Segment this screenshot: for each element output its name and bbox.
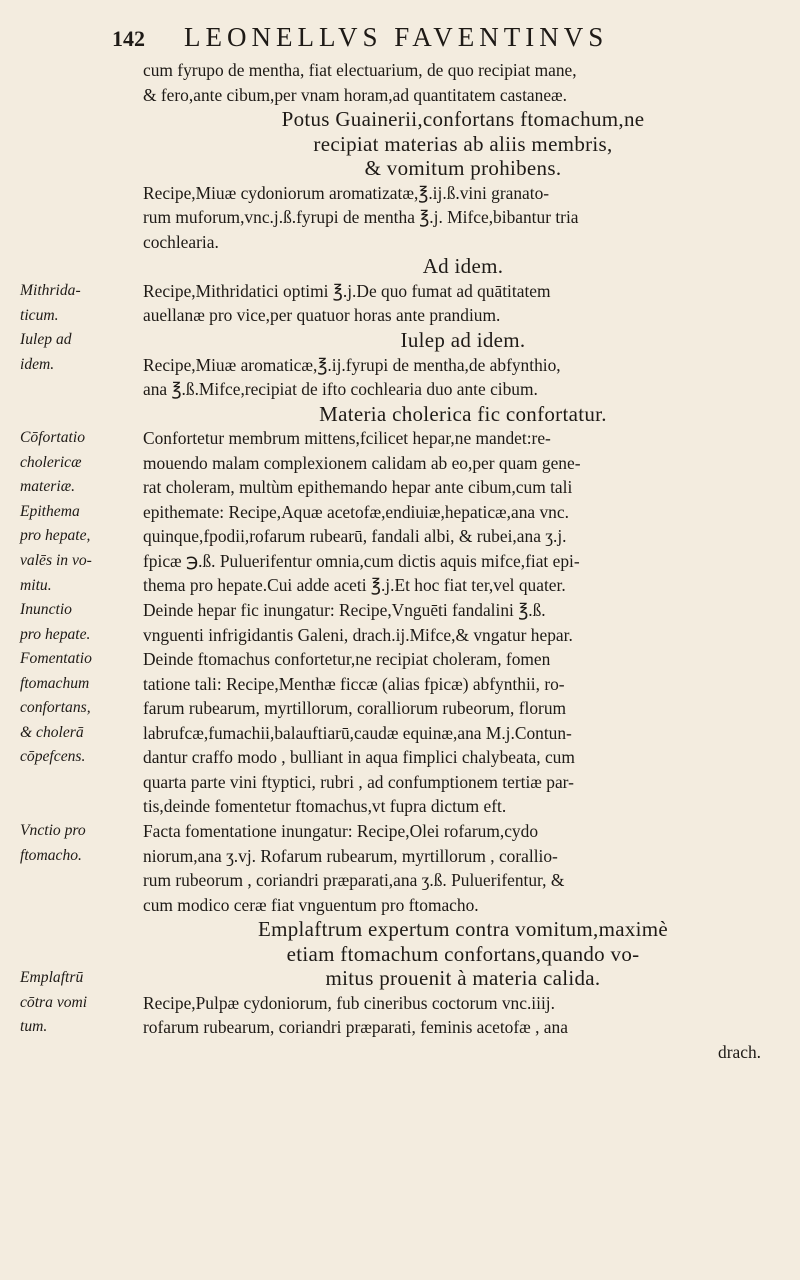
main-text-block (143, 58, 783, 1064)
text-line: quarta parte vini ftyptici, rubri , ad confumptionem tertiæ par- (143, 771, 574, 792)
text-line: rat choleram, multùm epithemando hepar ante cibum,cum tali (143, 477, 573, 498)
text-line: rum muforum,vnc.j.ß.fyrupi de mentha ℥.j. Mifce,bibantur tria (143, 207, 579, 228)
margin-note: Mithrida- (20, 281, 81, 299)
text-line: Deinde hepar fic inungatur: Recipe,Vnguēti fandalini ℥.ß. (143, 600, 546, 621)
margin-note: cōpefcens. (20, 748, 86, 766)
section-heading: etiam ftomachum confortans,quando vo- (286, 941, 640, 966)
section-heading: recipiat materias ab aliis membris, (313, 131, 613, 156)
section-heading: Ad idem. (422, 254, 504, 279)
text-line: Recipe,Mithridatici optimi ℥.j.De quo fumat ad quātitatem (143, 280, 551, 301)
page-number: 142 (112, 26, 145, 51)
text-line: Deinde ftomachus confortetur,ne recipiat choleram, fomen (143, 649, 551, 670)
section-heading: Iulep ad idem. (400, 328, 526, 353)
text-line: drach. (718, 1041, 761, 1062)
text-line: tatione tali: Recipe,Menthæ ficcæ (alias fpicæ) abfynthii, ro- (143, 673, 565, 694)
margin-note: Vnctio pro (20, 822, 86, 840)
text-line: Recipe,Pulpæ cydoniorum, fub cineribus coctorum vnc.iiij. (143, 992, 555, 1013)
margin-note: pro hepate. (20, 625, 91, 643)
text-line: & fero,ante cibum,per vnam horam,ad quantitatem castaneæ. (143, 84, 567, 105)
text-line: ana ℥.ß.Mifce,recipiat de ifto cochlearia duo ante cibum. (143, 379, 538, 400)
text-line: rofarum rubearum, coriandri præparati, feminis acetofæ , ana (143, 1017, 568, 1038)
margin-note: mitu. (20, 576, 52, 594)
margin-note: Epithema (20, 502, 80, 520)
section-heading: Emplaftrum expertum contra vomitum,maximè (257, 917, 669, 942)
text-line: thema pro hepate.Cui adde aceti ℥.j.Et hoc fiat ter,vel quater. (143, 575, 566, 596)
section-heading: mitus prouenit à materia calida. (325, 966, 601, 991)
section-heading: Materia cholerica fic confortatur. (319, 401, 607, 426)
margin-note: confortans, (20, 699, 91, 717)
margin-note: tum. (20, 1018, 48, 1036)
text-line: tis,deinde fomentetur ftomachus,vt fupra dictum eft. (143, 796, 507, 817)
margin-note: materiæ. (20, 478, 76, 496)
text-line: farum rubearum, myrtillorum, coralliorum rubeorum, florum (143, 698, 567, 719)
margin-note: valēs in vo- (20, 552, 92, 569)
text-line: Recipe,Miuæ cydoniorum aromatizatæ,℥.ij.ß.vini granato- (143, 182, 550, 203)
margin-note: ftomacho. (20, 846, 82, 864)
section-heading: & vomitum prohibens. (364, 156, 562, 181)
text-line: dantur craffo modo , bulliant in aqua fimplici chalybeata, cum (143, 747, 575, 768)
margin-note: pro hepate, (20, 527, 91, 545)
margin-note: ticum. (20, 306, 59, 324)
margin-note: Iulep ad (20, 331, 72, 349)
text-line: niorum,ana ʒ.vj. Rofarum rubearum, myrtillorum , corallio- (143, 845, 558, 866)
section-heading: Potus Guainerii,confortans ftomachum,ne (281, 107, 645, 132)
margin-note: idem. (20, 355, 55, 373)
text-line: fpicæ ℈.ß. Puluerifentur omnia,cum dictis aquis mifce,fiat epi- (143, 550, 580, 571)
text-line: cochlearia. (143, 231, 219, 252)
text-line: cum modico ceræ fiat vnguentum pro ftomacho. (143, 894, 479, 915)
text-line: rum rubeorum , coriandri præparati,ana ʒ.ß. Puluerifentur, & (143, 870, 565, 891)
text-line: Confortetur membrum mittens,fcilicet hepar,ne mandet:re- (143, 428, 551, 449)
margin-note: & cholerā (20, 723, 84, 741)
margin-note: Fomentatio (20, 650, 92, 668)
text-line: cum fyrupo de mentha, fiat electuarium, de quo recipiat mane, (143, 60, 577, 80)
text-line: Facta fomentatione inungatur: Recipe,Olei rofarum,cydo (143, 820, 539, 841)
text-line: vnguenti infrigidantis Galeni, drach.ij.Mifce,& vngatur hepar. (143, 624, 573, 645)
text-line: labrufcæ,fumachii,balauftiarū,caudæ equinæ,ana M.j.Contun- (143, 722, 572, 743)
text-line: Recipe,Miuæ aromaticæ,℥.ij.fyrupi de mentha,de abfynthio, (143, 354, 561, 375)
text-line: quinque,fpodii,rofarum rubearū, fandali albi, & rubei,ana ʒ.j. (143, 526, 567, 547)
margin-note: Cōfortatio (20, 429, 85, 447)
margin-note: Emplaftrū (20, 969, 84, 987)
text-line: epithemate: Recipe,Aquæ acetofæ,endiuiæ,hepaticæ,ana vnc. (143, 501, 569, 522)
margin-note: cholericæ (20, 453, 82, 471)
margin-note: cōtra vomi (20, 993, 88, 1011)
margin-note: Inunctio (20, 601, 72, 619)
margin-note: ftomachum (20, 674, 90, 692)
text-line: mouendo malam complexionem calidam ab eo,per quam gene- (143, 452, 581, 473)
page-header (112, 20, 712, 60)
running-title: LEONELLVS FAVENTINVS (184, 22, 609, 52)
text-line: auellanæ pro vice,per quatuor horas ante prandium. (143, 305, 501, 326)
